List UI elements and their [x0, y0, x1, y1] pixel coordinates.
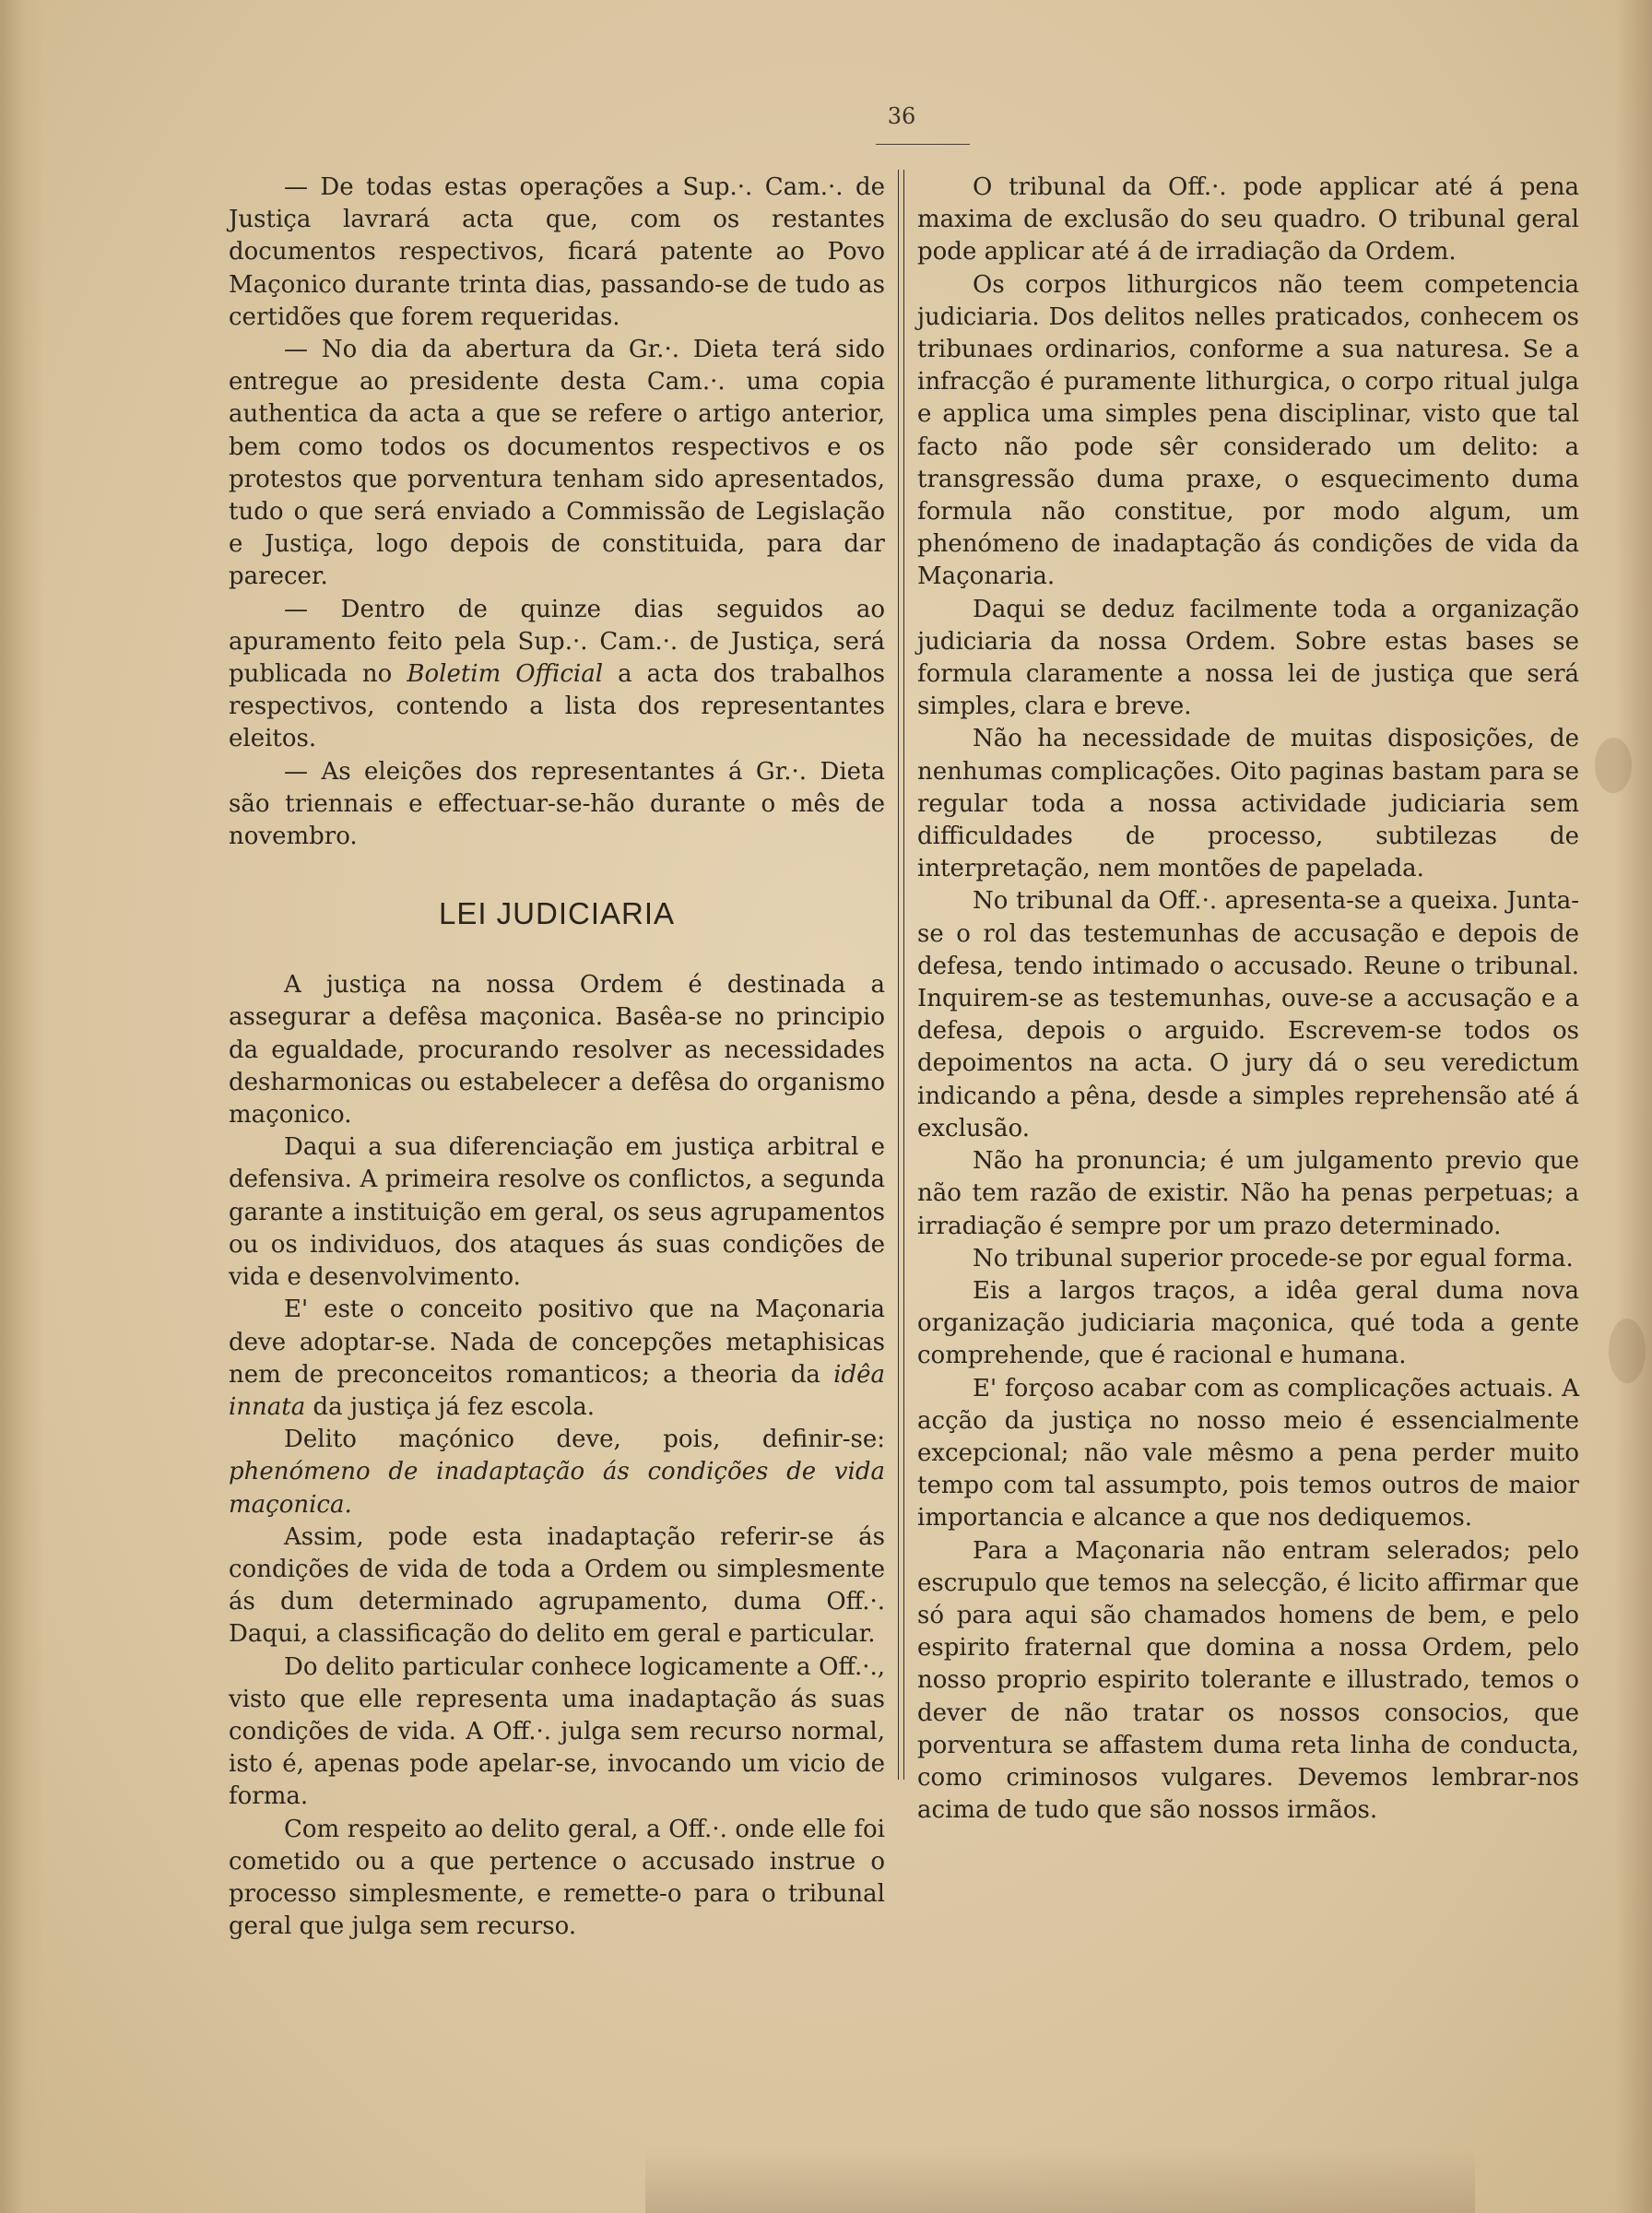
paragraph-text: — Dentro de quinze dias seguidos ao apuramento feito pela Sup.·. Cam.·. de Justiça, será publicada no [229, 595, 885, 689]
page-stain [1609, 1319, 1646, 1383]
page-right-edge [1615, 0, 1652, 2213]
paragraph: Daqui se deduz facilmente toda a organização judiciaria da nossa Ordem. Sobre estas bases se formula claramente a nossa lei de justiça que será simples, clara e breve. [917, 595, 1579, 721]
italic-title: Boletim Official [407, 660, 604, 689]
paragraph: O tribunal da Off.·. pode applicar até á pena maxima de exclusão do seu quadro. O tribunal geral pode applicar até á de irradiação da Ordem. [917, 173, 1579, 266]
paragraph-text: a acta dos trabalhos respectivos, contendo a lista dos representantes eleitos. [229, 660, 885, 753]
column-divider [898, 170, 899, 1780]
paragraph: E' forçoso acabar com as complicações actuais. A acção da justiça no nosso meio é essencialmente excepcional; não vale mêsmo a pena perder muito tempo com tal assumpto, pois temos outros de maior importancia e alcance a que nos dediquemos. [917, 1374, 1579, 1533]
paragraph: — No dia da abertura da Gr.·. Dieta terá sido entregue ao presidente desta Cam.·. uma copia authentica da acta a que se refere o artigo anterior, bem como todos os documentos respectivos e os protestos que porventura tenham sido apresentados, tudo o que será enviado a Commissão de Legislação e Justiça, logo depois de constituida, para dar parecer. [229, 336, 885, 591]
paragraph: No tribunal superior procede-se por egual forma. [973, 1244, 1574, 1272]
paragraph: Assim, pode esta inadaptação referir-se ás condições de vida de toda a Ordem ou simplesmente ás dum determinado agrupamento, duma Off.·. Daqui, a classificação do delito em geral e particular. [229, 1522, 885, 1649]
paragraph: Não ha pronuncia; é um julgamento previo que não tem razão de existir. Não ha penas perpetuas; a irradiação é sempre por um prazo determinado. [917, 1147, 1579, 1240]
paragraph: A justiça na nossa Ordem é destinada a assegurar a defêsa maçonica. Basêa-se no principio da egualdade, procurando resolver as necessidades desharmonicas ou estabelecer a defêsa do organismo maçonico. [229, 971, 885, 1130]
page-number: 36 [887, 103, 916, 129]
paragraph: Do delito particular conhece logicamente a Off.·., visto que elle representa uma inadaptação ás suas condições de vida. A Off.·. julga sem recurso normal, isto é, apenas pode apelar-se, invocando um vicio de forma. [229, 1652, 885, 1811]
paragraph-text: E' este o conceito positivo que na Maçonaria deve adoptar-se. Nada de concepções metaphisicas nem de preconceitos romanticos; a theoria da [229, 1296, 885, 1389]
paragraph: — As eleições dos representantes á Gr.·. Dieta são triennais e effectuar-se-hão durante o mês de novembro. [229, 757, 885, 851]
page-binding-edge [0, 0, 44, 2213]
paragraph [229, 594, 885, 756]
right-column [917, 172, 1579, 1827]
paragraph: No tribunal da Off.·. apresenta-se a queixa. Junta-se o rol das testemunhas de accusação e depois de defesa, tendo intimado o accusado. Reune o tribunal. Inquirem-se as testemunhas, ouve-se a accusação e a defesa, depois o arguido. Escrevem-se todos os depoimentos na acta. O jury dá o seu veredictum indicando a pêna, desde a simples reprehensão até á exclusão. [917, 887, 1579, 1142]
column-divider [903, 170, 904, 1780]
paragraph: Eis a largos traços, a idêa geral duma nova organização judiciaria maçonica, qué toda a gente comprehende, que é racional e humana. [917, 1276, 1579, 1370]
paragraph-text: Delito maçónico deve, pois, definir-se: [284, 1426, 885, 1454]
paragraph-text: da justiça já fez escola. [305, 1392, 596, 1421]
paragraph: Daqui a sua diferenciação em justiça arbitral e defensiva. A primeira resolve os conflictos, a segunda garante a instituição em geral, os seus agrupamentos ou os individuos, dos ataques ás suas condições de vida e desenvolvimento. [229, 1133, 885, 1292]
paragraph: Os corpos lithurgicos não teem competencia judiciaria. Dos delitos nelles praticados, conhecem os tribunaes ordinarios, conforme a sua naturesa. Se a infracção é puramente lithurgica, o corpo ritual julga e applica uma simples pena disciplinar, visto que tal facto não pode sêr considerado um delito: a transgressão duma praxe, o esquecimento duma formula não constitue, por modo algum, um phenómeno de inadaptação ás condições de vida da Maçonaria. [917, 270, 1579, 591]
page-number-rule [876, 144, 970, 145]
italic-term: idêa innata [229, 1360, 885, 1421]
italic-definition: phenómeno de inadaptação ás condições de vida maçonica. [229, 1458, 885, 1519]
page-stain [1595, 738, 1632, 793]
page-bottom-wear [645, 2148, 1475, 2213]
paragraph: Para a Maçonaria não entram selerados; pelo escrupulo que temos na selecção, é licito affirmar que só para aqui são chamados homens de bem, e pelo espirito fraternal que domina a nossa Ordem, pelo nosso proprio espirito tolerante e illustrado, temos o dever de não tratar os nossos consocios, que porventura se affastem duma reta linha de conducta, como criminosos vulgares. Devemos lembrar-nos acima de tudo que são nossos irmãos. [917, 1536, 1579, 1825]
paragraph [229, 1424, 885, 1521]
section-heading: LEI JUDICIARIA [438, 896, 676, 931]
left-column [229, 172, 885, 1943]
paragraph: — De todas estas operações a Sup.·. Cam.·. de Justiça lavrará acta que, com os restantes documentos respectivos, ficará patente ao Povo Maçonico durante trinta dias, passando-se de tudo as certidões que forem requeridas. [229, 173, 885, 331]
paragraph: Não ha necessidade de muitas disposições, de nenhumas complicações. Oito paginas bastam para se regular toda a nossa actividade judiciaria sem difficuldades de processo, subtilezas de interpretação, nem montões de papelada. [917, 725, 1579, 883]
paragraph [229, 1294, 885, 1424]
paragraph: Com respeito ao delito geral, a Off.·. onde elle foi cometido ou a que pertence o accusado instrue o processo simplesmente, e remette-o para o tribunal geral que julga sem recurso. [229, 1815, 885, 1941]
